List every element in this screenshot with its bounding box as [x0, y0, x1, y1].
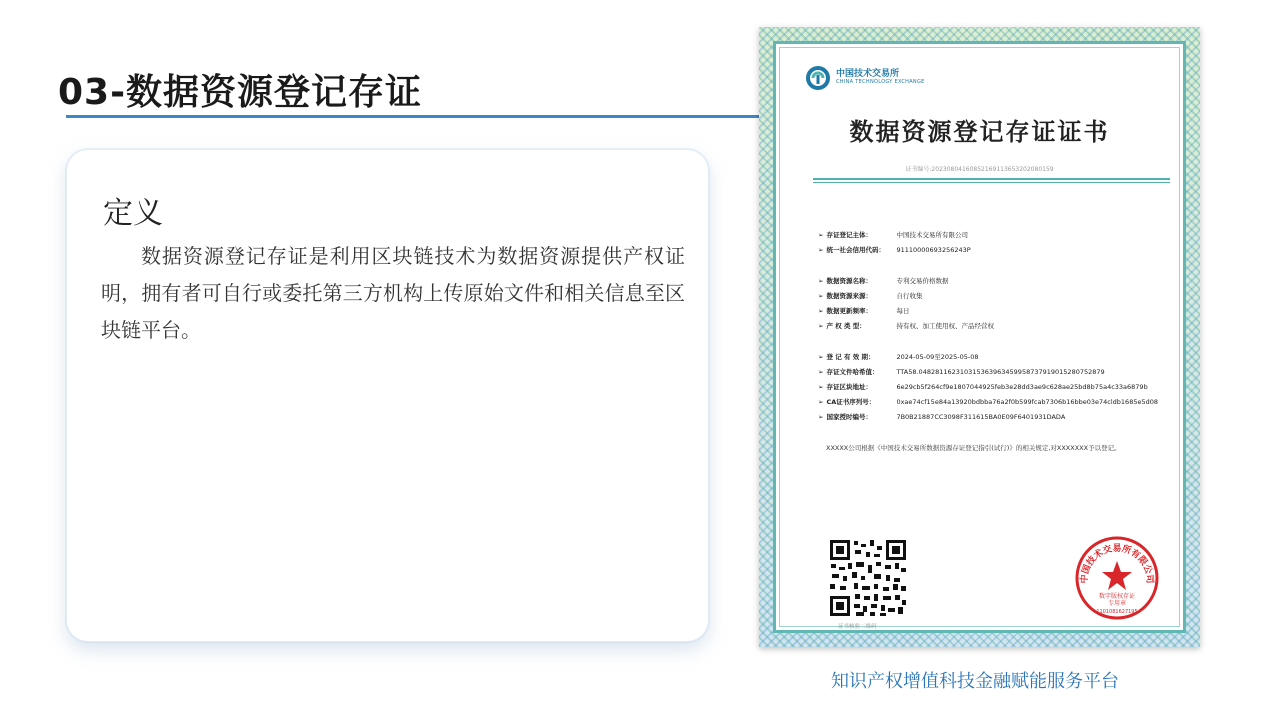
certificate-statement: XXXXX公司根据《中国技术交易所数据资源存证登记指引(试行)》的相关规定,对XXXXXXX予以登记。 — [826, 444, 1121, 452]
certificate-field: ➢ 登 记 有 效 期： 2024-05-09至2025-05-08 — [818, 353, 979, 361]
official-seal — [1074, 535, 1160, 621]
certificate-number: 证书编号:20230804160852169113653202080159 — [905, 166, 1054, 173]
certificate-field: ➢ 存证文件哈希值： TTA58.048281162310315363963459958737919015280752879 — [818, 368, 1105, 376]
exchange-logo-icon — [804, 64, 832, 92]
certificate-rule — [813, 182, 1170, 183]
certificate-field: ➢ 统一社会信用代码： 91110000693256243P — [818, 246, 971, 254]
seal-star-icon — [1102, 561, 1132, 590]
title-underline — [66, 115, 766, 118]
certificate-org-name-en: CHINA TECHNOLOGY EXCHANGE — [836, 79, 925, 85]
definition-heading: 定义 — [103, 196, 163, 231]
qr-code-caption: 证书核验二维码 — [838, 624, 877, 630]
qr-code-icon — [828, 538, 908, 618]
svg-text:中国技术交易所有限公司: 中国技术交易所有限公司 — [1079, 544, 1155, 584]
certificate-field: ➢ 存证登记主体： 中国技术交易所有限公司 — [818, 231, 968, 239]
certificate-field: ➢ 存证区块地址： 6e29cb5f264cf9e1807044925feb3e28dd3ae9c628ae25bd8b75a4c33a6879b — [818, 383, 1148, 391]
slide-title: 03-数据资源登记存证 — [58, 72, 423, 113]
certificate-org-name: 中国技术交易所 — [836, 69, 900, 79]
certificate-image — [759, 27, 1200, 647]
certificate-field: ➢ 国家授时编号： 7B0B21887CC3098F311615BA0E09F6401931DADA — [818, 413, 1066, 421]
svg-text:数字版权存证: 数字版权存证 — [1098, 593, 1136, 600]
definition-card — [66, 149, 709, 642]
certificate-rule — [813, 178, 1170, 180]
platform-caption: 知识产权增值科技金融赋能服务平台 — [831, 671, 1119, 692]
certificate-field: ➢ 数据资源来源： 自行收集 — [818, 292, 923, 300]
certificate-paper — [773, 41, 1186, 633]
definition-text: 数据资源登记存证是利用区块链技术为数据资源提供产权证明，拥有者可自行或委托第三方机构上传原始文件和相关信息至区块链平台。 — [101, 244, 685, 342]
certificate-field: ➢ 产 权 类 型： 持有权、加工使用权、产品经营权 — [818, 322, 994, 330]
certificate-field: ➢ 数据资源名称： 专利交易价格数据 — [818, 277, 949, 285]
svg-text:专用章: 专用章 — [1107, 600, 1127, 607]
svg-text:1101081627195: 1101081627195 — [1096, 609, 1138, 615]
certificate-field: ➢ CA证书序列号： 0xae74cf15e84a13920bdbba76a2f0b599fcab7306b16bbe03e74cldb1685e5d08 — [818, 398, 1158, 406]
certificate-field: ➢ 数据更新频率： 每日 — [818, 307, 910, 315]
certificate-title: 数据资源登记存证证书 — [849, 117, 1110, 146]
